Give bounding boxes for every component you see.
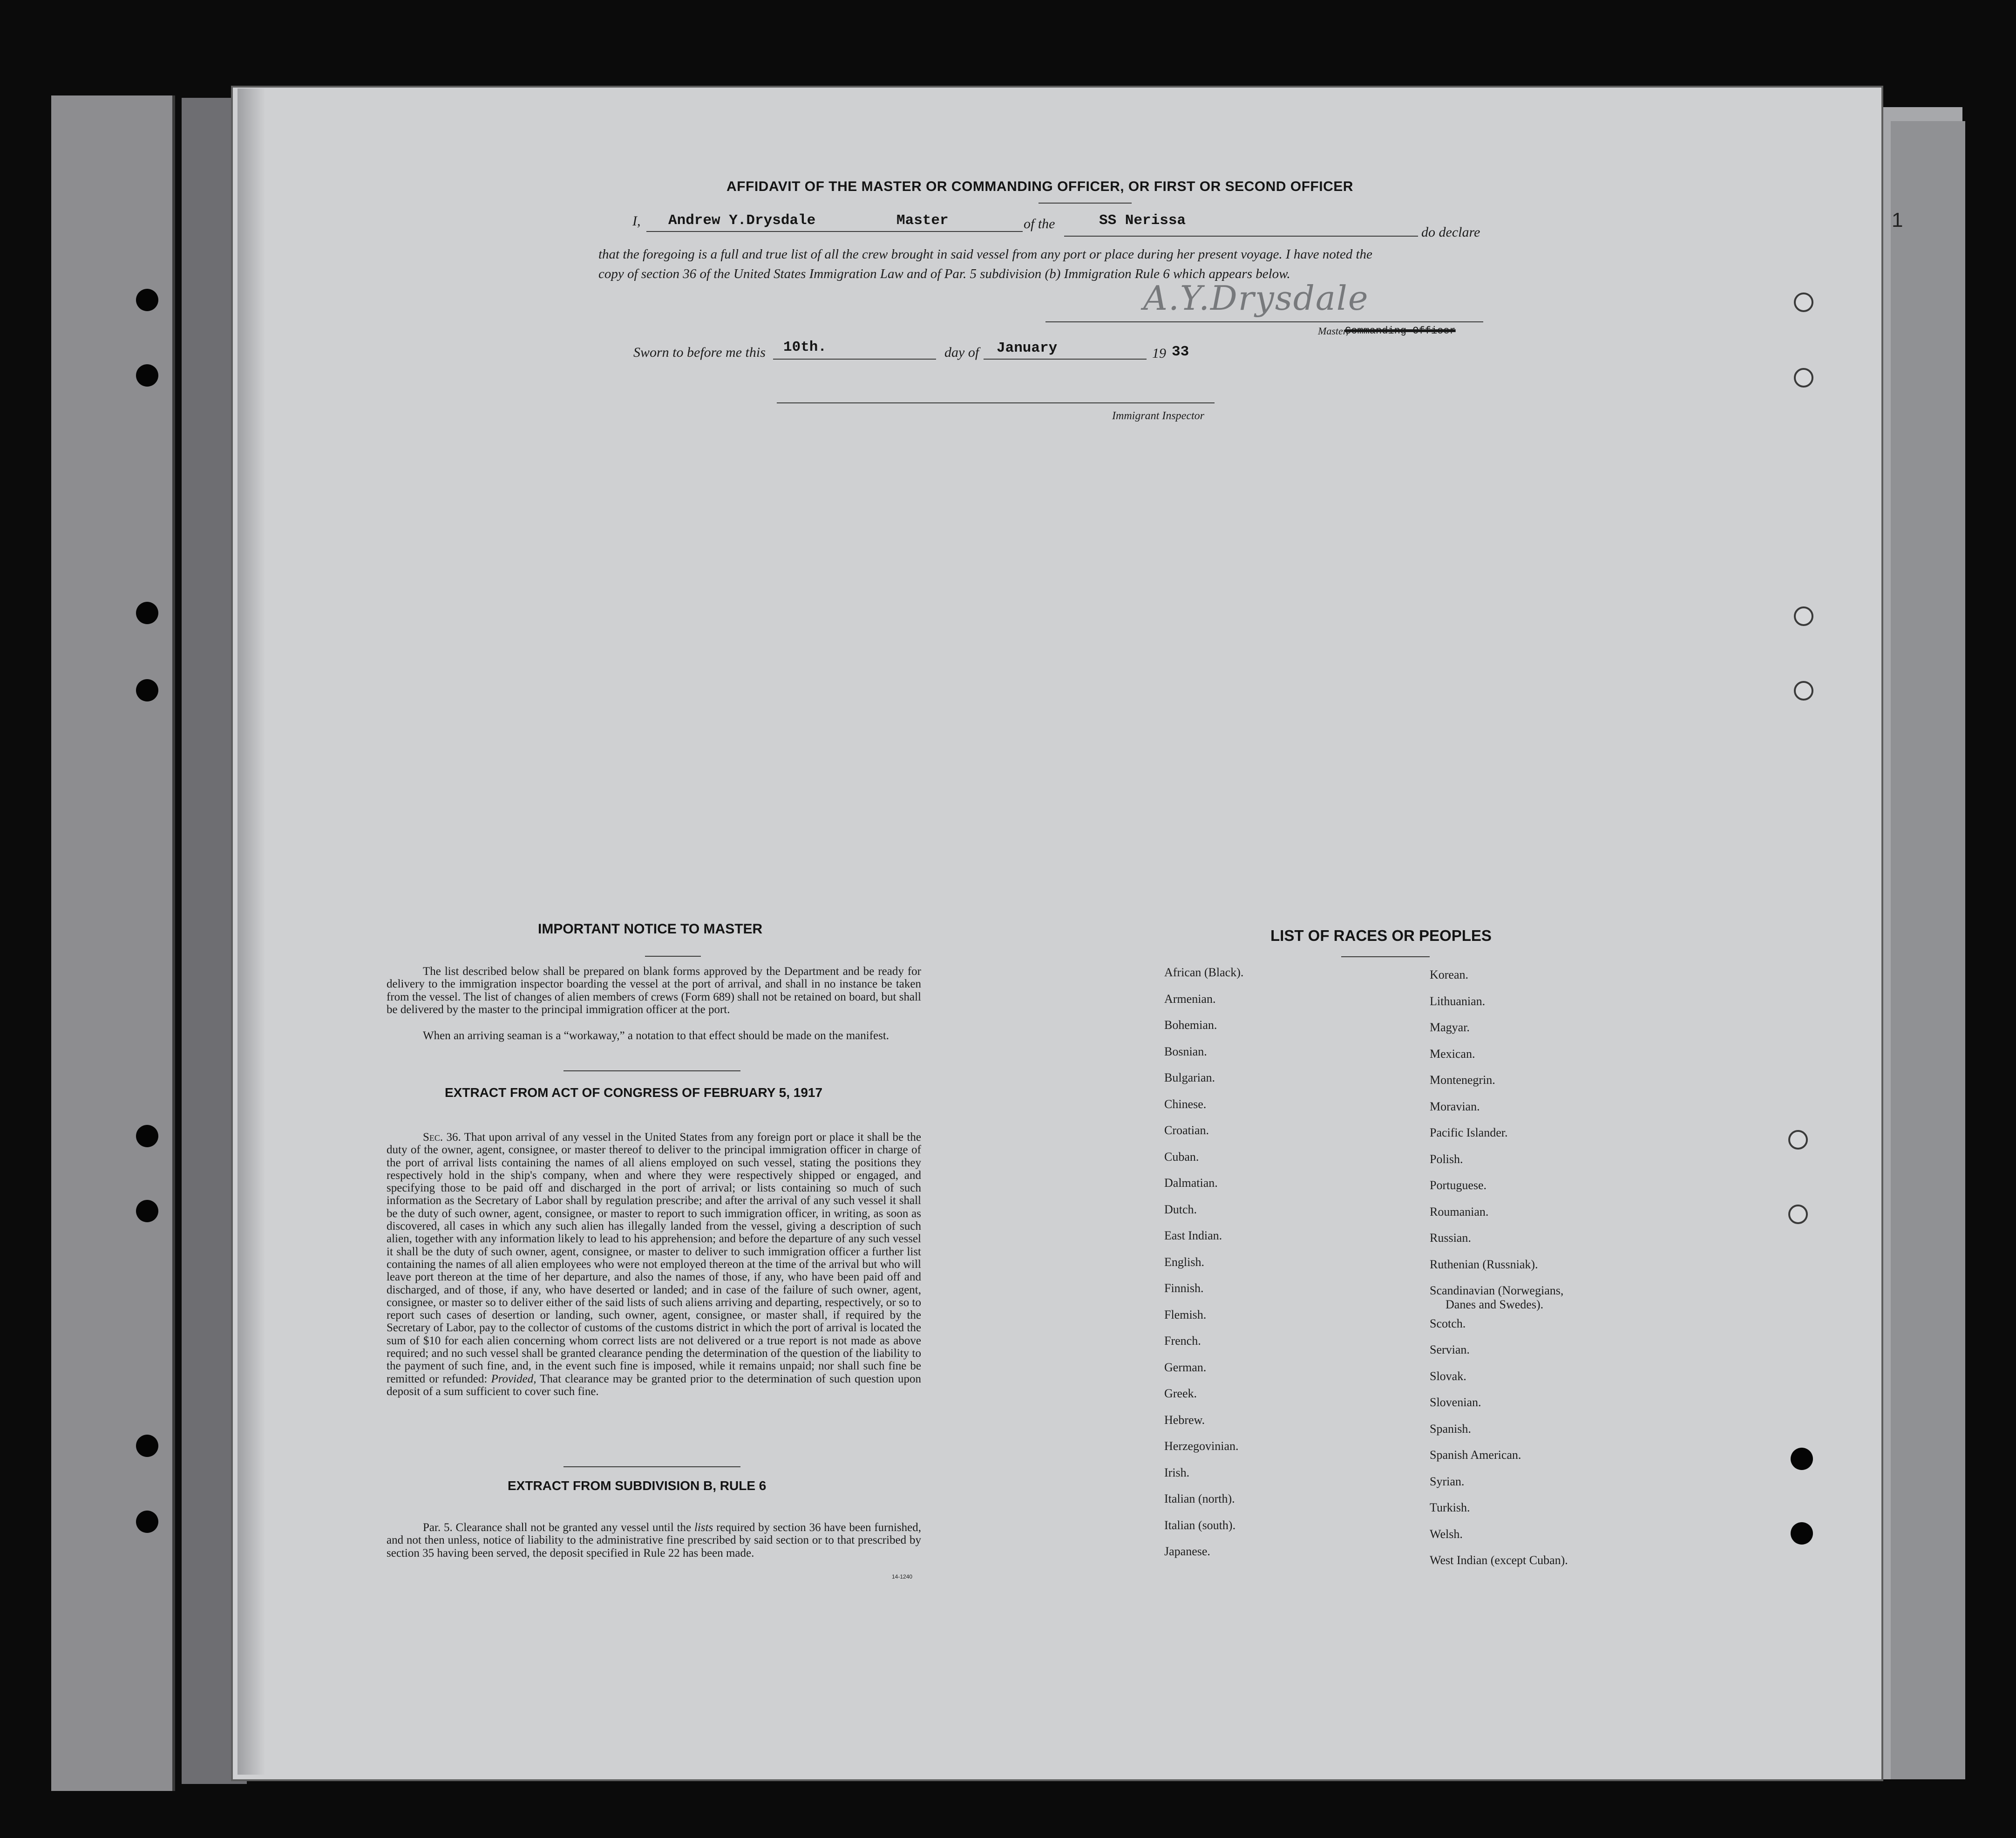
- rank-field: Master: [896, 212, 949, 229]
- race-item: Dutch.: [1164, 1202, 1197, 1216]
- race-item: Hebrew.: [1164, 1413, 1205, 1427]
- notice-title-rule: [645, 956, 701, 957]
- notice-paragraph-1: The list described below shall be prepared on blank forms approved by the Department and be ready for delivery to the immigration inspector boarding the vessel at the port of arrival, and shall in no instance be taken from the vessel. The list of changes of alien members of crews (Form 689) shall not be retained on board, but shall be delivered by the master to the principal immigration officer at the port.: [387, 965, 921, 1016]
- affidavit-i-label: I,: [632, 213, 641, 229]
- rule-text-b: required by section 36 have been furnished, and not then unless, notice of liability to the administrative fine prescribed by said section or to that prescribed by section 35 having been served, the deposit specified in Rule 22 has been made.: [387, 1521, 922, 1559]
- rule-extract-title: EXTRACT FROM SUBDIVISION B, RULE 6: [508, 1478, 767, 1493]
- race-item: Polish.: [1430, 1152, 1463, 1166]
- race-item: Croatian.: [1164, 1123, 1209, 1137]
- race-item: Slovenian.: [1430, 1396, 1481, 1409]
- notice-title: IMPORTANT NOTICE TO MASTER: [538, 921, 763, 937]
- punch-hole: [136, 1435, 158, 1457]
- affidavit-title: AFFIDAVIT OF THE MASTER OR COMMANDING OFFICER, OR FIRST OR SECOND OFFICER: [726, 179, 1353, 194]
- notice-paragraph-2: When an arriving seaman is a “workaway,” a notation to that effect should be made on the manifest.: [423, 1029, 889, 1042]
- punch-hole: [1791, 1522, 1813, 1545]
- affidavit-line-3: copy of section 36 of the United States Immigration Law and of Par. 5 subdivision (b) Immigration Rule 6 which appears below.: [598, 266, 1290, 281]
- race-item: Flemish.: [1164, 1307, 1207, 1321]
- struck-officer-title: Commanding Officer: [1345, 325, 1456, 337]
- provided-word: Provided,: [491, 1372, 536, 1385]
- day-of-label: day of: [944, 345, 979, 360]
- punch-hole-ring: [1788, 1205, 1808, 1224]
- race-item: East Indian.: [1164, 1229, 1222, 1242]
- race-item: Slovak.: [1430, 1369, 1466, 1383]
- race-item: Finnish.: [1164, 1281, 1204, 1295]
- race-item: Roumanian.: [1430, 1205, 1489, 1219]
- page-shadow: [238, 88, 265, 1775]
- punch-hole: [136, 1200, 158, 1222]
- race-item: English.: [1164, 1255, 1204, 1269]
- race-item: Syrian.: [1430, 1474, 1465, 1488]
- master-name-field: Andrew Y.Drysdale: [668, 212, 816, 229]
- rule-text: [387, 1521, 921, 1559]
- left-page-edge: [51, 95, 175, 1791]
- punch-hole-ring: [1794, 293, 1813, 312]
- vessel-name-field: SS Nerissa: [1099, 212, 1186, 229]
- sworn-month-field: January: [997, 340, 1058, 356]
- race-item: Welsh.: [1430, 1527, 1463, 1541]
- race-item: Lithuanian.: [1430, 994, 1486, 1008]
- race-item-continued: Danes and Swedes).: [1446, 1298, 1544, 1311]
- race-item: Chinese.: [1164, 1097, 1207, 1111]
- punch-hole: [136, 289, 158, 311]
- race-item: Cuban.: [1164, 1150, 1199, 1164]
- race-item: Pacific Islander.: [1430, 1126, 1508, 1139]
- races-title-rule: [1341, 956, 1430, 957]
- race-item: Dalmatian.: [1164, 1176, 1218, 1190]
- rule-text-a: Par. 5. Clearance shall not be granted any vessel until the: [423, 1521, 692, 1534]
- master-signature: A.Y.Drysdale: [1143, 279, 1369, 318]
- race-item: Korean.: [1430, 968, 1469, 981]
- race-item: Italian (south).: [1164, 1518, 1236, 1532]
- race-item: Ruthenian (Russniak).: [1430, 1257, 1538, 1271]
- underlying-page-2: [1891, 121, 1965, 1779]
- race-item: Spanish.: [1430, 1422, 1471, 1436]
- act-extract-title: EXTRACT FROM ACT OF CONGRESS OF FEBRUARY 5, 1917: [445, 1085, 823, 1100]
- year-prefix: 19: [1152, 346, 1166, 361]
- race-item: Bulgarian.: [1164, 1071, 1215, 1084]
- punch-hole: [136, 1511, 158, 1533]
- race-item: Bohemian.: [1164, 1018, 1217, 1032]
- race-item: Scandinavian (Norwegians,: [1430, 1284, 1564, 1297]
- sworn-label: Sworn to before me this: [633, 345, 766, 360]
- do-declare-label: do declare: [1421, 225, 1480, 240]
- punch-hole-ring: [1794, 368, 1813, 388]
- month-line: [984, 359, 1147, 360]
- signature-line: [1045, 321, 1483, 322]
- race-item: Montenegrin.: [1430, 1073, 1495, 1087]
- race-item: Bosnian.: [1164, 1044, 1207, 1058]
- vessel-line: [1064, 236, 1418, 237]
- section-divider: [563, 1070, 740, 1071]
- of-the-label: of the: [1024, 216, 1055, 231]
- punch-hole: [136, 1125, 158, 1147]
- year-field: 33: [1172, 344, 1189, 360]
- master-label: Master,: [1318, 325, 1349, 337]
- race-item: Magyar.: [1430, 1021, 1470, 1034]
- inspector-signature-line: [777, 402, 1215, 403]
- punch-hole: [136, 679, 158, 701]
- race-item: Turkish.: [1430, 1501, 1470, 1514]
- name-line: [646, 231, 1023, 232]
- race-item: Moravian.: [1430, 1099, 1480, 1113]
- race-item: Japanese.: [1164, 1545, 1210, 1558]
- margin-number-2: 1: [1892, 209, 1903, 231]
- race-item: Scotch.: [1430, 1316, 1466, 1330]
- race-item: Mexican.: [1430, 1047, 1475, 1061]
- punch-hole: [136, 364, 158, 387]
- punch-hole-ring: [1794, 681, 1813, 701]
- race-item: West Indian (except Cuban).: [1430, 1553, 1568, 1567]
- punch-hole: [136, 602, 158, 624]
- race-item: Italian (north).: [1164, 1492, 1235, 1505]
- punch-hole: [1791, 1448, 1813, 1470]
- section-36-body: That upon arrival of any vessel in the United States from any foreign port or place it shall be the duty of the owner, agent, consignee, or master thereof to deliver to the principal immigration officer in charge of the port of arrival lists containing the names of all aliens employed on such vessel, stating the positions they respectively hold in the ship's company, when and where they were respectively shipped or engaged, and specifying those to be paid off and discharged in the port of arrival; or lists containing so much of such information as the Secretary of Labor shall by regulation prescribe; and after the arrival of any such vessel it shall be the duty of such owner, agent, consignee, or master to report to such immigration officer, in writing, as soon as discovered, all cases in which any such alien has illegally landed from the vessel, giving a description of such alien, together with any information likely to lead to his apprehension; and before the departure of any such vessel it shall be the duty of such owner, agent, consignee, or master to deliver to such immigration officer a further list containing the names of all alien employees who were not employed thereon at the time of the arrival but who will leave port thereon at the time of her departure, and also the names of those, if any, who have been paid off and discharged, and of those, if any, who have deserted or landed; and in case of the failure of such owner, agent, consignee, or master so to deliver either of the said lists of such aliens arriving and departing, respectively, or so to report such cases of desertion or landing, such owner, agent, consignee, or master shall, if required by the Secretary of Labor, pay to the collector of customs of the customs district in which the port of arrival is located the sum of $10 for each alien concerning whom correct lists are not delivered or a true report is not made as above required; and no such vessel shall be granted clearance pending the determination of the question of the liability to the payment of such fine, and, in the event such fine is imposed, while it remains unpaid; nor shall such fine be remitted or refunded:: [387, 1131, 921, 1385]
- section-36-end: That clearance may be granted prior to the determination of such question upon deposit of a sum sufficient to cover such fine.: [387, 1372, 921, 1398]
- day-line: [773, 359, 936, 360]
- section-divider-2: [563, 1466, 740, 1467]
- race-item: African (Black).: [1164, 966, 1244, 979]
- races-title: LIST OF RACES OR PEOPLES: [1270, 927, 1492, 944]
- race-item: German.: [1164, 1360, 1207, 1374]
- affidavit-line-2: that the foregoing is a full and true list of all the crew brought in said vessel from any port or place during her present voyage. I have noted the: [598, 247, 1372, 262]
- race-item: Spanish American.: [1430, 1448, 1521, 1462]
- inspector-label: Immigrant Inspector: [1112, 410, 1204, 422]
- form-number: 14-1240: [892, 1573, 913, 1580]
- race-item: Portuguese.: [1430, 1178, 1487, 1192]
- race-item: Irish.: [1164, 1465, 1190, 1479]
- title-underline: [1039, 203, 1132, 204]
- section-label: Sec. 36.: [423, 1131, 461, 1144]
- race-item: Armenian.: [1164, 992, 1216, 1006]
- race-item: Russian.: [1430, 1231, 1471, 1245]
- race-item: French.: [1164, 1334, 1201, 1348]
- punch-hole-ring: [1794, 606, 1813, 626]
- race-item: Greek.: [1164, 1387, 1197, 1400]
- race-item: Herzegovinian.: [1164, 1439, 1239, 1453]
- section-36-text: [387, 1131, 921, 1398]
- punch-hole-ring: [1788, 1130, 1808, 1150]
- race-item: Servian.: [1430, 1343, 1470, 1356]
- lists-word: lists: [694, 1521, 713, 1534]
- sworn-day-field: 10th.: [783, 339, 827, 355]
